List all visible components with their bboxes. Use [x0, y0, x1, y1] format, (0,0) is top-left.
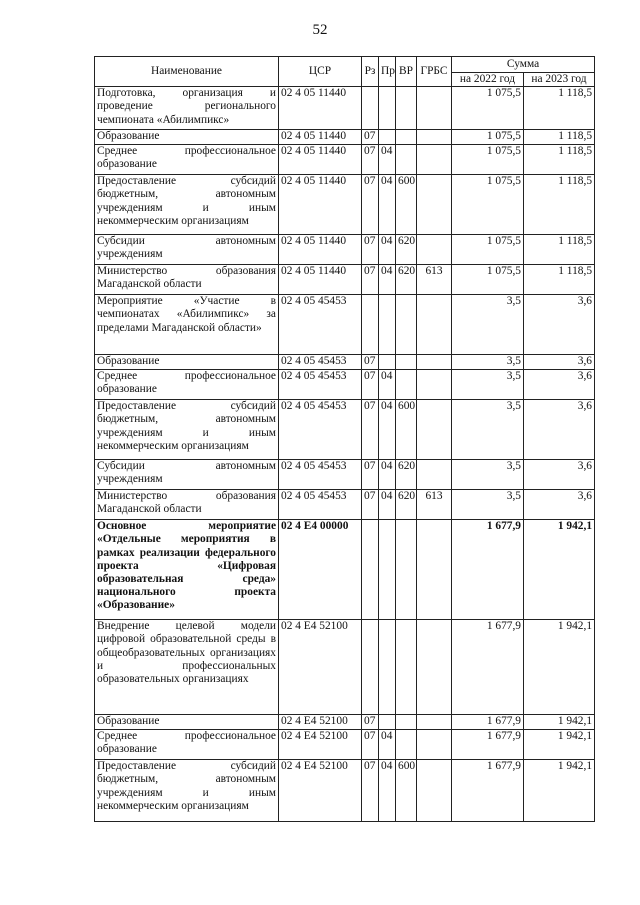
cell-csr: 02 4 05 11440 — [279, 235, 362, 265]
cell-csr: 02 4 05 11440 — [279, 175, 362, 235]
cell-grbs — [417, 145, 452, 175]
cell-grbs — [417, 295, 452, 355]
cell-y2023: 3,6 — [524, 355, 595, 370]
cell-y2022: 3,5 — [452, 400, 524, 460]
table-row — [95, 355, 595, 370]
cell-rz: 07 — [362, 760, 379, 822]
cell-csr: 02 4 05 45453 — [279, 400, 362, 460]
cell-pr — [379, 715, 396, 730]
cell-rz: 07 — [362, 145, 379, 175]
table-row — [95, 730, 595, 760]
cell-name: Министерство образования Магаданской области — [95, 265, 279, 295]
cell-pr: 04 — [379, 235, 396, 265]
cell-y2023: 1 118,5 — [524, 87, 595, 130]
cell-vr — [396, 715, 417, 730]
cell-rz — [362, 520, 379, 620]
cell-grbs — [417, 235, 452, 265]
cell-name: Образование — [95, 355, 279, 370]
cell-csr: 02 4 05 45453 — [279, 490, 362, 520]
budget-table — [94, 56, 595, 822]
cell-csr: 02 4 05 11440 — [279, 130, 362, 145]
cell-grbs: 613 — [417, 265, 452, 295]
cell-y2023: 1 942,1 — [524, 730, 595, 760]
header-sum: Сумма — [452, 57, 595, 73]
cell-name: Предоставление субсидий бюджетным, автономным учреждениям и иным некоммерческим организациям — [95, 400, 279, 460]
header-pr: Пр — [379, 57, 396, 87]
cell-csr: 02 4 05 45453 — [279, 295, 362, 355]
header-grbs: ГРБС — [417, 57, 452, 87]
cell-name: Предоставление субсидий бюджетным, автономным учреждениям и иным некоммерческим организациям — [95, 175, 279, 235]
cell-y2023: 1 942,1 — [524, 520, 595, 620]
cell-vr — [396, 130, 417, 145]
cell-y2023: 3,6 — [524, 370, 595, 400]
cell-vr — [396, 730, 417, 760]
table-row — [95, 370, 595, 400]
header-2022: на 2022 год — [452, 73, 524, 87]
table-row — [95, 460, 595, 490]
cell-y2023: 1 118,5 — [524, 265, 595, 295]
cell-csr: 02 4 Е4 52100 — [279, 760, 362, 822]
cell-grbs: 613 — [417, 490, 452, 520]
cell-rz — [362, 620, 379, 715]
cell-y2023: 3,6 — [524, 490, 595, 520]
cell-rz: 07 — [362, 715, 379, 730]
cell-grbs — [417, 730, 452, 760]
cell-grbs — [417, 400, 452, 460]
cell-pr — [379, 295, 396, 355]
cell-grbs — [417, 520, 452, 620]
cell-grbs — [417, 760, 452, 822]
cell-csr: 02 4 Е4 52100 — [279, 730, 362, 760]
cell-vr — [396, 355, 417, 370]
cell-y2022: 1 075,5 — [452, 265, 524, 295]
header-rz: Рз — [362, 57, 379, 87]
cell-y2022: 1 677,9 — [452, 730, 524, 760]
cell-grbs — [417, 620, 452, 715]
cell-name: Образование — [95, 130, 279, 145]
cell-y2023: 3,6 — [524, 295, 595, 355]
cell-rz: 07 — [362, 730, 379, 760]
cell-name: Среднее профессиональное образование — [95, 730, 279, 760]
cell-pr: 04 — [379, 265, 396, 295]
cell-name: Субсидии автономным учреждениям — [95, 235, 279, 265]
cell-vr: 620 — [396, 235, 417, 265]
table-row — [95, 490, 595, 520]
cell-name: Образование — [95, 715, 279, 730]
cell-pr: 04 — [379, 760, 396, 822]
cell-pr: 04 — [379, 145, 396, 175]
cell-pr — [379, 520, 396, 620]
cell-csr: 02 4 05 45453 — [279, 355, 362, 370]
header-2023: на 2023 год — [524, 73, 595, 87]
cell-rz: 07 — [362, 490, 379, 520]
cell-y2023: 1 942,1 — [524, 760, 595, 822]
cell-y2023: 3,6 — [524, 460, 595, 490]
cell-grbs — [417, 87, 452, 130]
cell-pr: 04 — [379, 490, 396, 520]
cell-rz: 07 — [362, 235, 379, 265]
cell-name: Мероприятие «Участие в чемпионатах «Абилимпикс» за пределами Магаданской области» — [95, 295, 279, 355]
cell-rz: 07 — [362, 370, 379, 400]
table-row — [95, 235, 595, 265]
cell-grbs — [417, 355, 452, 370]
cell-name: Предоставление субсидий бюджетным, автономным учреждениям и иным некоммерческим организациям — [95, 760, 279, 822]
cell-vr — [396, 370, 417, 400]
cell-y2022: 3,5 — [452, 355, 524, 370]
cell-y2022: 1 075,5 — [452, 175, 524, 235]
cell-y2022: 1 677,9 — [452, 620, 524, 715]
cell-pr: 04 — [379, 175, 396, 235]
table-body — [95, 87, 595, 822]
cell-vr — [396, 295, 417, 355]
cell-y2023: 1 942,1 — [524, 620, 595, 715]
cell-grbs — [417, 370, 452, 400]
cell-y2022: 3,5 — [452, 490, 524, 520]
cell-y2023: 1 118,5 — [524, 175, 595, 235]
cell-y2022: 1 075,5 — [452, 87, 524, 130]
cell-y2022: 3,5 — [452, 460, 524, 490]
cell-vr: 620 — [396, 265, 417, 295]
cell-vr: 600 — [396, 175, 417, 235]
cell-vr: 620 — [396, 490, 417, 520]
cell-y2022: 1 677,9 — [452, 760, 524, 822]
cell-grbs — [417, 130, 452, 145]
cell-csr: 02 4 05 11440 — [279, 87, 362, 130]
table-row — [95, 520, 595, 620]
cell-rz — [362, 87, 379, 130]
header-csr: ЦСР — [279, 57, 362, 87]
cell-rz — [362, 295, 379, 355]
table-row — [95, 265, 595, 295]
table-row — [95, 145, 595, 175]
cell-pr — [379, 130, 396, 145]
cell-pr — [379, 355, 396, 370]
cell-pr: 04 — [379, 400, 396, 460]
cell-pr — [379, 87, 396, 130]
cell-csr: 02 4 05 45453 — [279, 370, 362, 400]
cell-y2022: 1 075,5 — [452, 145, 524, 175]
cell-y2023: 1 118,5 — [524, 130, 595, 145]
table-row — [95, 620, 595, 715]
cell-pr: 04 — [379, 460, 396, 490]
cell-pr — [379, 620, 396, 715]
cell-name: Среднее профессиональное образование — [95, 145, 279, 175]
cell-name: Субсидии автономным учреждениям — [95, 460, 279, 490]
cell-csr: 02 4 05 11440 — [279, 265, 362, 295]
cell-vr — [396, 620, 417, 715]
cell-pr: 04 — [379, 730, 396, 760]
cell-rz: 07 — [362, 265, 379, 295]
cell-name: Основное мероприятие «Отдельные мероприятия в рамках реализации федерального проекта «Цифровая образовательная среда» национального проекта «Образование» — [95, 520, 279, 620]
cell-rz: 07 — [362, 460, 379, 490]
cell-y2023: 1 942,1 — [524, 715, 595, 730]
cell-y2022: 1 075,5 — [452, 235, 524, 265]
cell-vr — [396, 520, 417, 620]
cell-y2022: 3,5 — [452, 295, 524, 355]
cell-y2022: 1 075,5 — [452, 130, 524, 145]
cell-csr: 02 4 Е4 52100 — [279, 715, 362, 730]
cell-y2023: 3,6 — [524, 400, 595, 460]
table-row — [95, 715, 595, 730]
cell-y2023: 1 118,5 — [524, 235, 595, 265]
cell-csr: 02 4 Е4 52100 — [279, 620, 362, 715]
table-header — [95, 57, 595, 87]
cell-csr: 02 4 Е4 00000 — [279, 520, 362, 620]
cell-rz: 07 — [362, 175, 379, 235]
cell-csr: 02 4 05 11440 — [279, 145, 362, 175]
cell-grbs — [417, 175, 452, 235]
cell-rz: 07 — [362, 130, 379, 145]
table-row — [95, 295, 595, 355]
cell-name: Министерство образования Магаданской области — [95, 490, 279, 520]
cell-y2023: 1 118,5 — [524, 145, 595, 175]
table-row — [95, 400, 595, 460]
cell-vr: 620 — [396, 460, 417, 490]
cell-vr — [396, 87, 417, 130]
cell-name: Внедрение целевой модели цифровой образовательной среды в общеобразовательных организациях и профессиональных образовательных организациях — [95, 620, 279, 715]
cell-name: Подготовка, организация и проведение регионального чемпионата «Абилимпикс» — [95, 87, 279, 130]
table-row — [95, 760, 595, 822]
header-vr: ВР — [396, 57, 417, 87]
page-number: 52 — [312, 22, 328, 38]
cell-name: Среднее профессиональное образование — [95, 370, 279, 400]
cell-grbs — [417, 715, 452, 730]
cell-vr: 600 — [396, 760, 417, 822]
table-row — [95, 130, 595, 145]
cell-y2022: 3,5 — [452, 370, 524, 400]
header-name: Наименование — [95, 57, 279, 87]
cell-y2022: 1 677,9 — [452, 520, 524, 620]
table-row — [95, 175, 595, 235]
cell-vr — [396, 145, 417, 175]
cell-csr: 02 4 05 45453 — [279, 460, 362, 490]
cell-rz: 07 — [362, 400, 379, 460]
cell-y2022: 1 677,9 — [452, 715, 524, 730]
cell-grbs — [417, 460, 452, 490]
table-row — [95, 87, 595, 130]
cell-rz: 07 — [362, 355, 379, 370]
cell-pr: 04 — [379, 370, 396, 400]
cell-vr: 600 — [396, 400, 417, 460]
